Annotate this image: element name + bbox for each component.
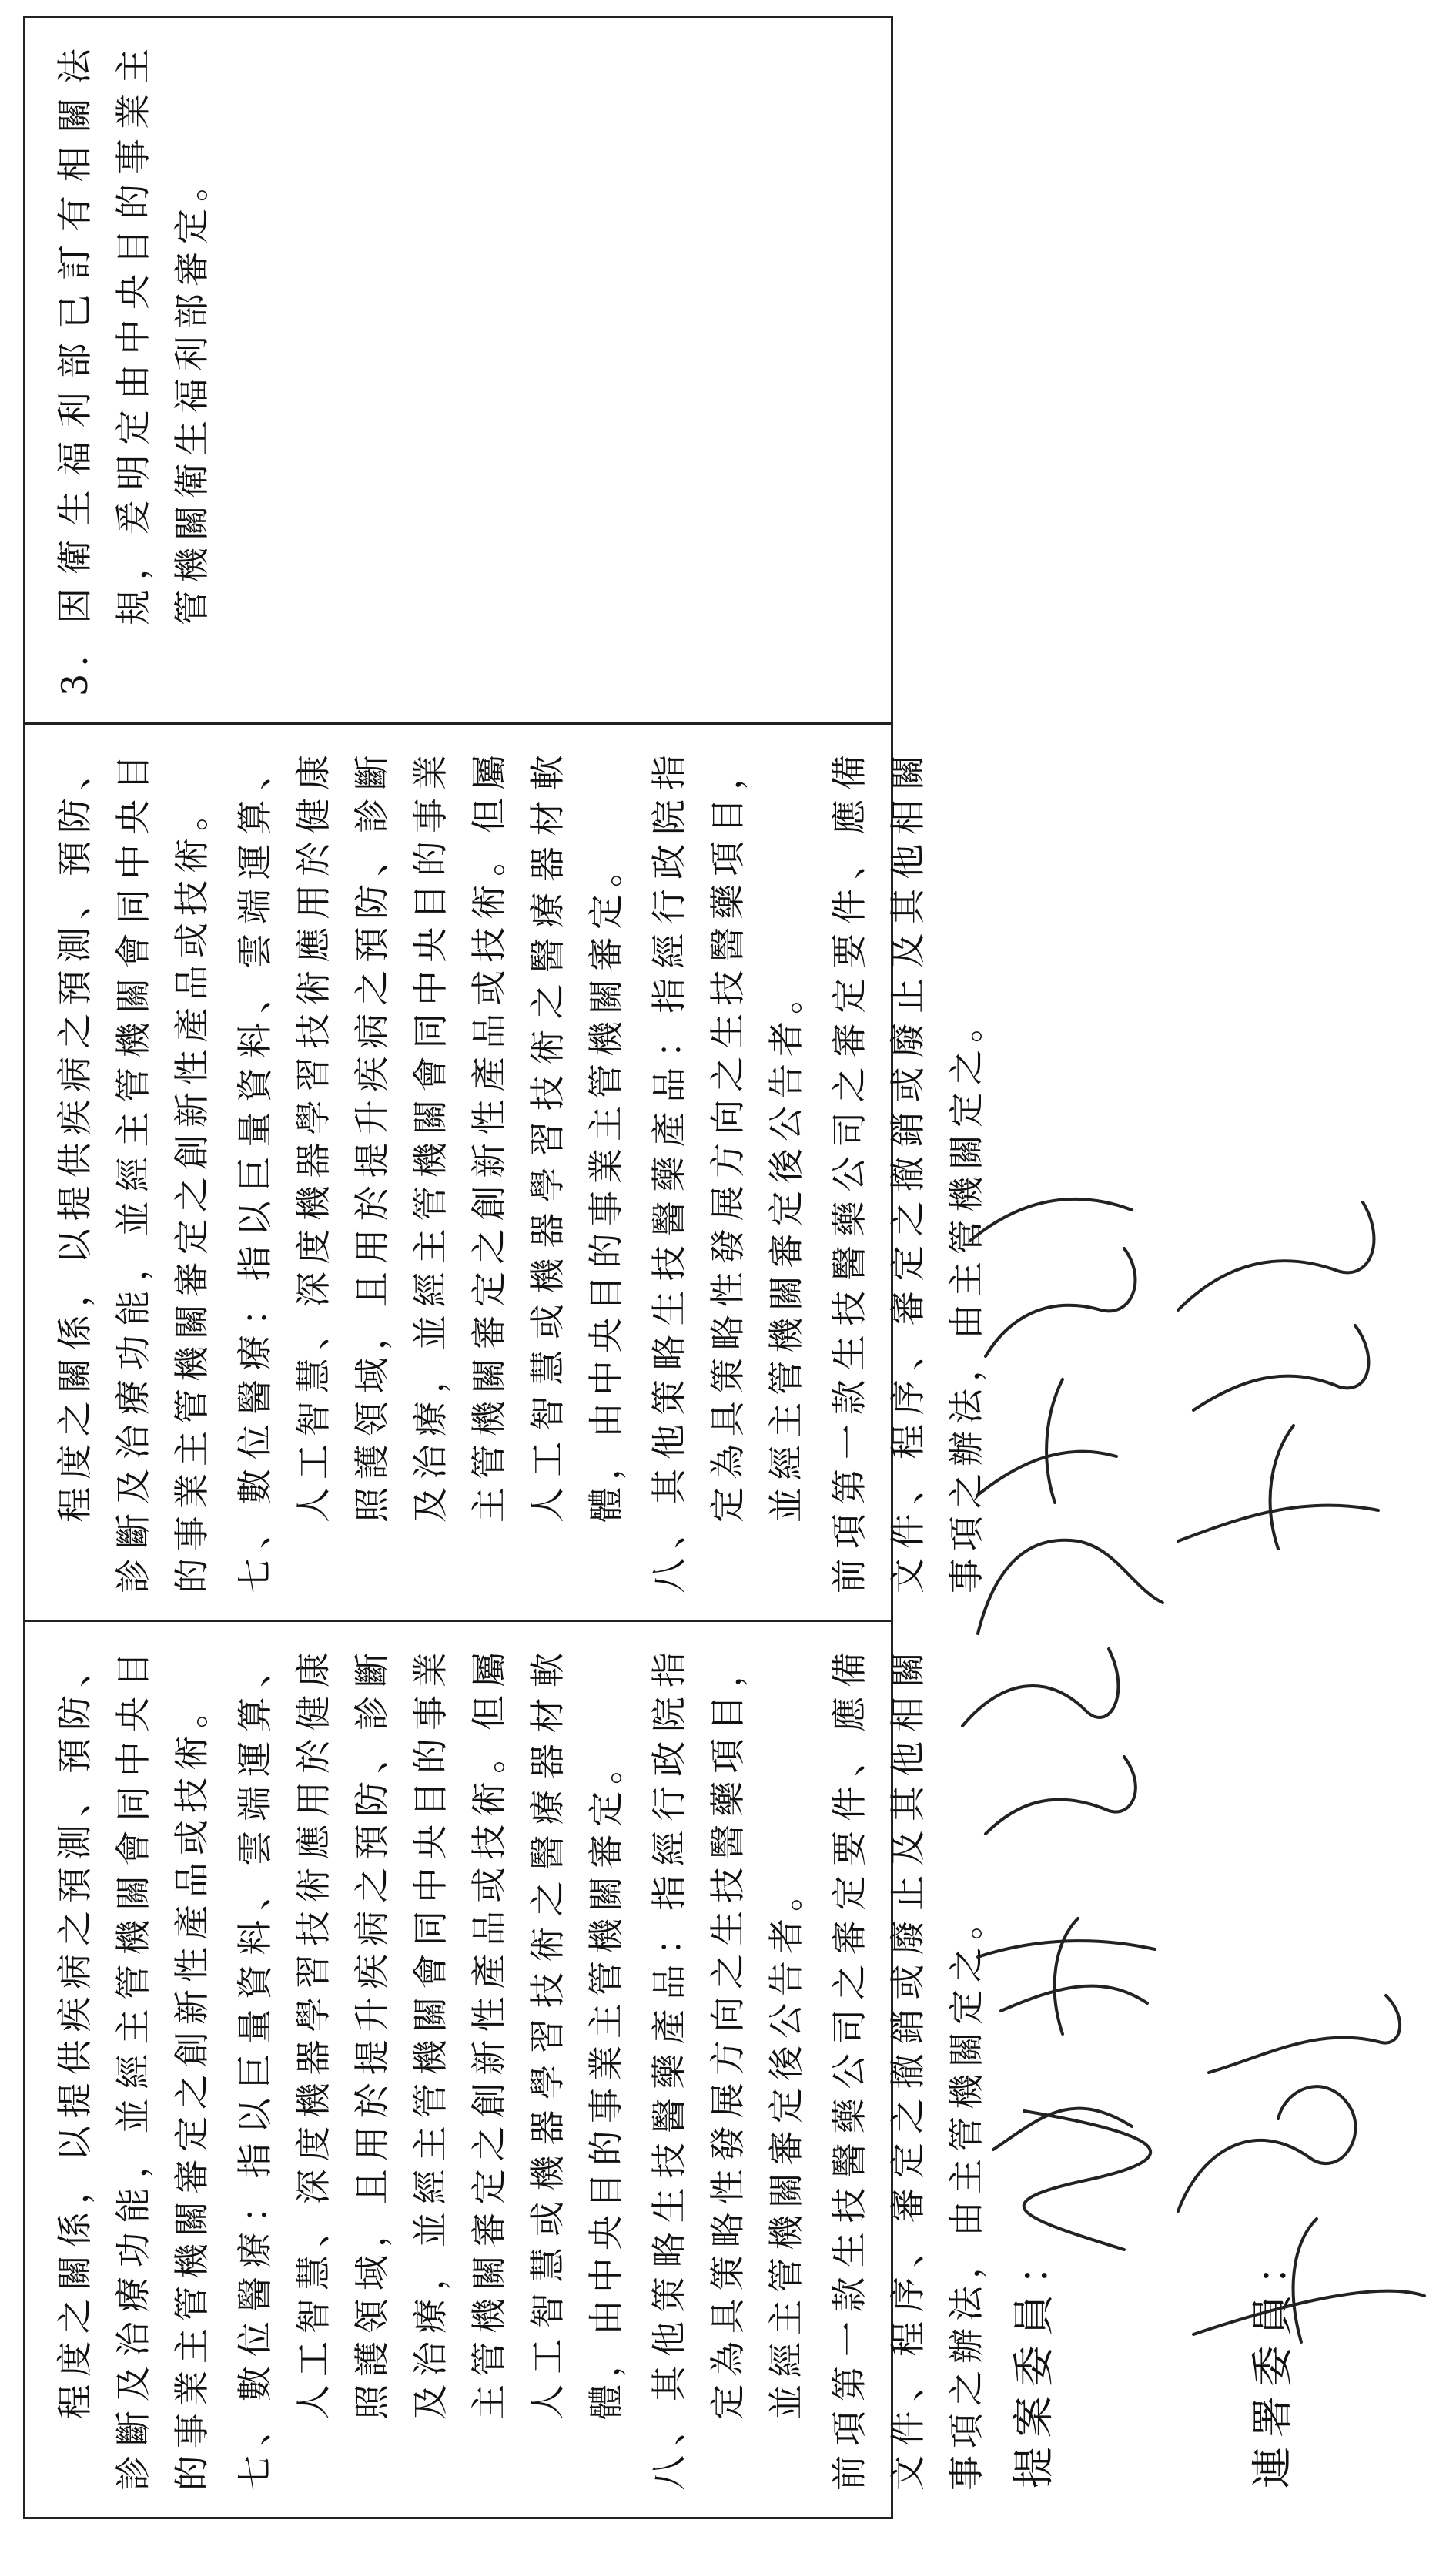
paragraph-middle-4: 前項第一款生技醫藥公司之審定要件、應備文件、程序、審定之撤銷或廢止及其他相關事項之辦法，由主管機關定之。 [828, 748, 987, 1593]
paragraph-left-2: 七、數位醫療：指以巨量資料、雲端運算、人工智慧、深度機器學習技術應用於健康照護領域，且用於提升疾病之預防、診斷及治療，並經主管機關會同中央目的事業主管機關審定之創新性產品或技術。但屬人工智慧或機器學習技術之醫療器材軟體，由中央目的事業主管機關審定。 [234, 1645, 627, 2491]
cosigner-signature [1147, 1118, 1440, 2350]
paragraph-middle-1: 程度之關係，以提供疾病之預測、預防、診斷及治療功能，並經主管機關會同中央目的事業主管機關審定之創新性產品或技術。 [54, 748, 213, 1593]
cosigner-label: 連署委員： [1248, 2234, 1297, 2488]
table-column-middle [25, 722, 987, 1620]
table-column-left [25, 1620, 987, 2517]
table-column-right [25, 18, 891, 722]
paragraph-left-3: 八、其他策略生技醫藥產品：指經行政院指定為具策略性發展方向之生技醫藥項目，並經主管機關審定後公告者。 [648, 1645, 807, 2491]
paragraph-middle-3: 八、其他策略生技醫藥產品：指經行政院指定為具策略性發展方向之生技醫藥項目，並經主管機關審定後公告者。 [648, 748, 807, 1593]
paragraph-left-4: 前項第一款生技醫藥公司之審定要件、應備文件、程序、審定之撤銷或廢止及其他相關事項之辦法，由主管機關定之。 [828, 1645, 987, 2491]
proposer-label: 提案委員： [1009, 2234, 1058, 2488]
signature-block [916, 16, 1440, 2519]
paragraph-right-1: 3. 因衛生福利部已訂有相關法規，爰明定由中央目的事業主管機關衛生福利部審定。 [54, 42, 213, 696]
paragraph-left-1: 程度之關係，以提供疾病之預測、預防、診斷及治療功能，並經主管機關會同中央目的事業主管機關審定之創新性產品或技術。 [54, 1645, 213, 2491]
paragraph-middle-2: 七、數位醫療：指以巨量資料、雲端運算、人工智慧、深度機器學習技術應用於健康照護領域，且用於提升疾病之預防、診斷及治療，並經主管機關會同中央目的事業主管機關審定之創新性產品或技術。但屬人工智慧或機器學習技術之醫療器材軟體，由中央目的事業主管機關審定。 [234, 748, 627, 1593]
comparison-table [23, 16, 987, 2519]
